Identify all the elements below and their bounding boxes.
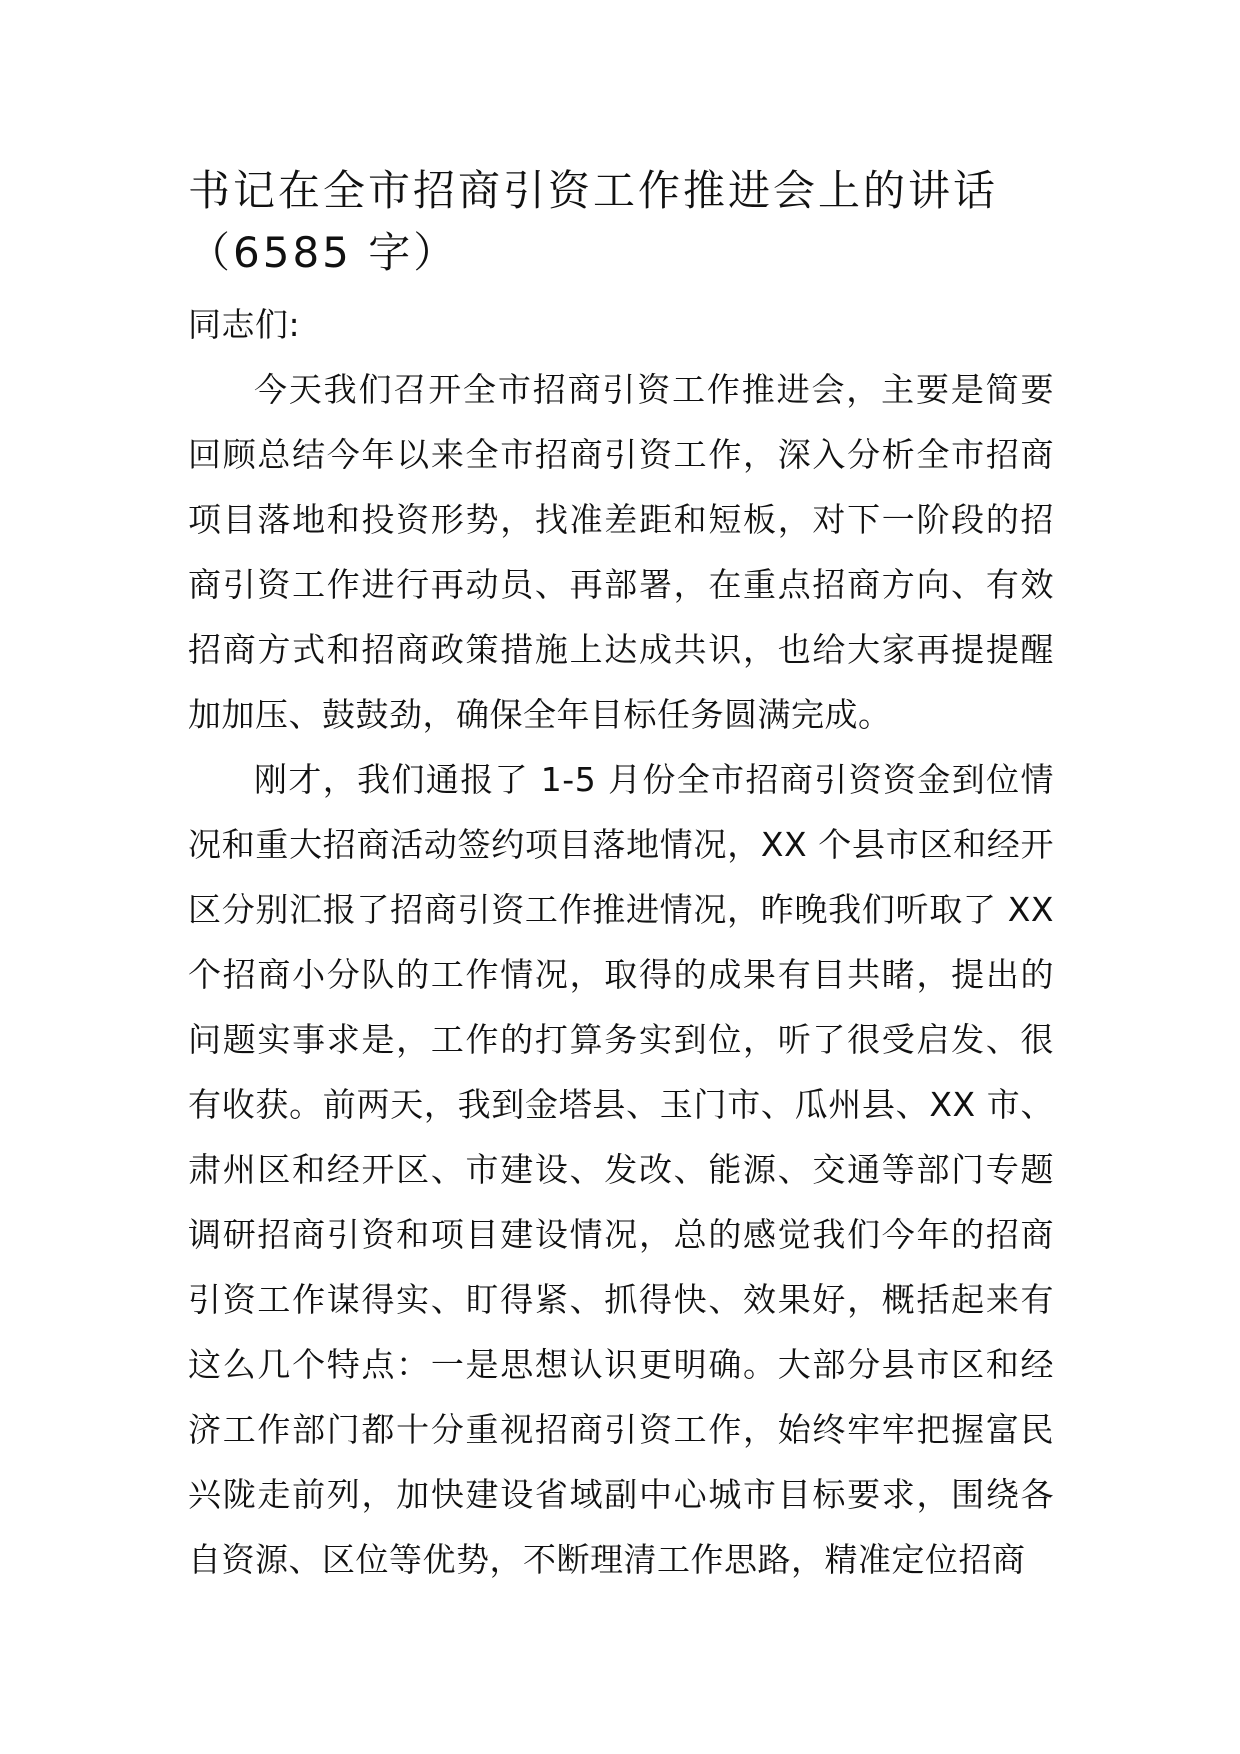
document-body (188, 292, 1054, 1592)
title-main: 书记在全市招商引资工作推进会上的讲话 (188, 166, 999, 215)
document-title (188, 160, 1068, 284)
paragraph-progress-review: 刚才，我们通报了 1-5 月份全市招商引资资金到位情况和重大招商活动签约项目落地情况，XX 个县市区和经开区分别汇报了招商引资工作推进情况，昨晚我们听取了 XX 个招商小分队的工作情况，取得的成果有目共睹，提出的问题实事求是，工作的打算务实到位，听了很受启发、很有收获。前两天，我到金塔县、玉门市、瓜州县、XX 市、肃州区和经开区、市建设、发改、能源、交通等部门专题调研招商引资和项目建设情况，总的感觉我们今年的招商引资工作谋得实、盯得紧、抓得快、效果好，概括起来有这么几个特点：一是思想认识更明确。大部分县市区和经济工作部门都十分重视招商引资工作，始终牢牢把握富民兴陇走前列，加快建设省域副中心城市目标要求，围绕各自资源、区位等优势，不断理清工作思路，精准定位招商 (188, 760, 1054, 1579)
paragraph-opening: 今天我们召开全市招商引资工作推进会，主要是简要回顾总结今年以来全市招商引资工作，深入分析全市招商项目落地和投资形势，找准差距和短板，对下一阶段的招商引资工作进行再动员、再部署，在重点招商方向、有效招商方式和招商政策措施上达成共识，也给大家再提提醒加加压、鼓鼓劲，确保全年目标任务圆满完成。 (188, 370, 1054, 734)
title-word-count: （6585 字） (188, 228, 459, 277)
salutation: 同志们: (188, 305, 301, 344)
